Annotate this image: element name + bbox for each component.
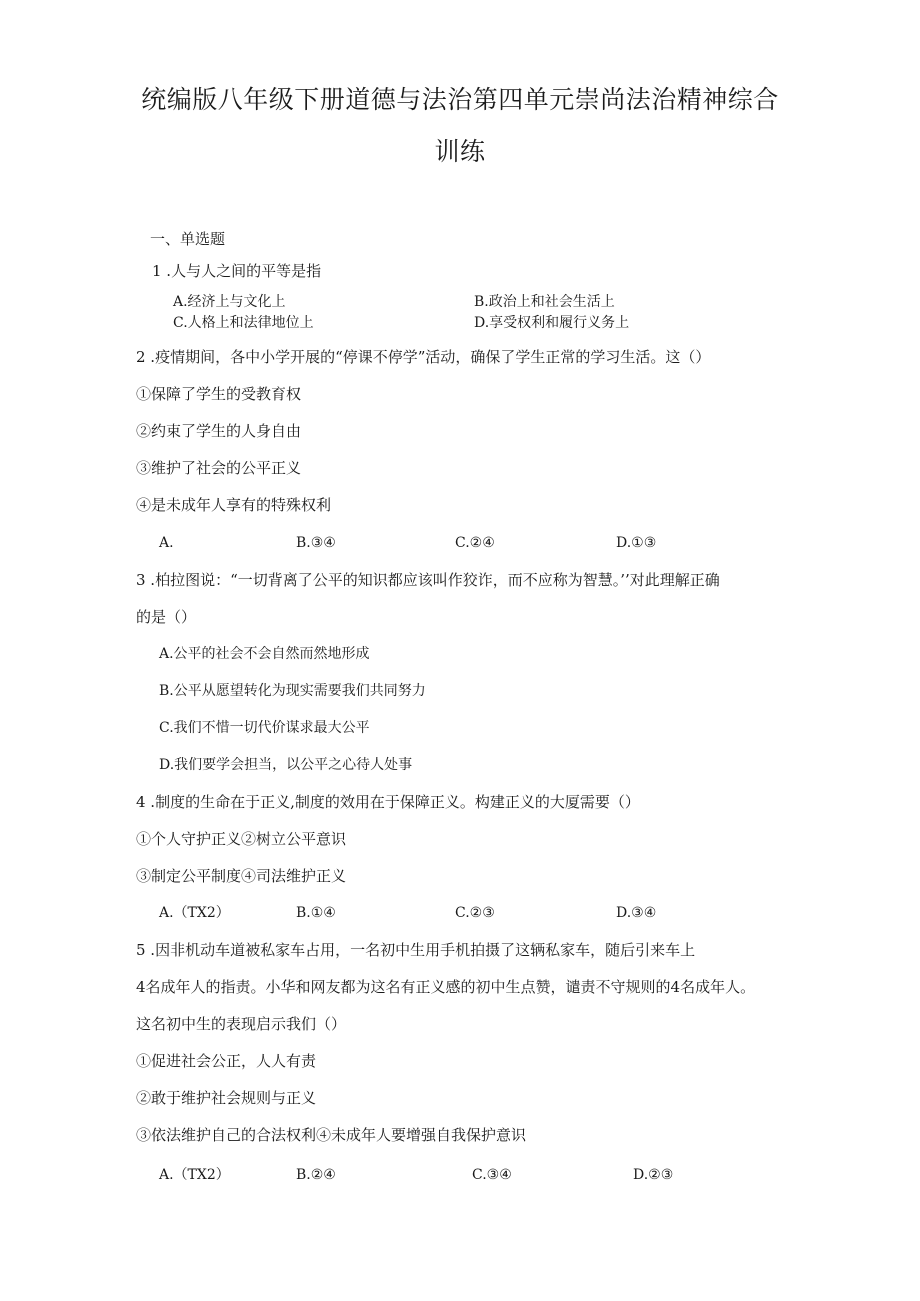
q5-stem-line-3: 这名初中生的表现启示我们（） bbox=[136, 1015, 347, 1033]
q2-stem: 2 .疫情期间，各中小学开展的“停课不停学”活动，确保了学生正常的学习生活。这（） bbox=[136, 348, 711, 366]
q1-option-c: C.人格上和法律地位上 bbox=[173, 315, 314, 331]
q5-stem-line-1: 5 .因非机动车道被私家车占用，一名初中生用手机拍摄了这辆私家车，随后引来车上 bbox=[136, 941, 696, 959]
q2-option-d: D.①③ bbox=[616, 535, 657, 551]
q4-item-2: ③制定公平制度④司法维护正义 bbox=[136, 867, 347, 885]
q2-option-c: C.②④ bbox=[455, 535, 495, 551]
q2-item-1: ①保障了学生的受教育权 bbox=[136, 385, 302, 403]
q2-item-3: ③维护了社会的公平正义 bbox=[136, 459, 302, 477]
q3-stem-line-1: 3 .柏拉图说：“一切背离了公平的知识都应该叫作狡诈，而不应称为智慧。’’对此理解正确 bbox=[136, 571, 720, 589]
q5-option-c: C.③④ bbox=[472, 1167, 512, 1183]
q2-option-b: B.③④ bbox=[296, 535, 336, 551]
q3-option-b: B.公平从愿望转化为现实需要我们共同努力 bbox=[159, 683, 426, 699]
q4-option-a: A.（TX2） bbox=[159, 905, 230, 921]
q3-stem-line-2: 的是（） bbox=[136, 608, 197, 626]
q5-item-2: ②敢于维护社会规则与正义 bbox=[136, 1089, 317, 1107]
q4-option-d: D.③④ bbox=[616, 905, 657, 921]
q5-option-a: A.（TX2） bbox=[159, 1167, 230, 1183]
q4-option-b: B.①④ bbox=[296, 905, 336, 921]
q5-stem-line-2: 4名成年人的指责。小华和网友都为这名有正义感的初中生点赞，谴责不守规则的4名成年人。 bbox=[136, 978, 756, 996]
q3-option-d: D.我们要学会担当，以公平之心待人处事 bbox=[159, 757, 413, 773]
q1-stem: 1 .人与人之间的平等是指 bbox=[152, 262, 322, 280]
q5-option-d: D.②③ bbox=[633, 1167, 674, 1183]
q1-option-a: A.经济上与文化上 bbox=[173, 294, 286, 310]
q5-item-3: ③依法维护自己的合法权利④未成年人要增强自我保护意识 bbox=[136, 1126, 527, 1144]
q5-option-b: B.②④ bbox=[296, 1167, 336, 1183]
q4-item-1: ①个人守护正义②树立公平意识 bbox=[136, 830, 347, 848]
section-heading: 一、单选题 bbox=[150, 230, 226, 248]
q5-item-1: ①促进社会公正，人人有责 bbox=[136, 1052, 317, 1070]
title-line-1: 统编版八年级下册道德与法治第四单元崇尚法治精神综合 bbox=[141, 85, 779, 114]
q4-option-c: C.②③ bbox=[455, 905, 495, 921]
q2-item-2: ②约束了学生的人身自由 bbox=[136, 422, 302, 440]
q2-item-4: ④是未成年人享有的特殊权利 bbox=[136, 496, 332, 514]
title-line-2: 训练 bbox=[434, 137, 486, 166]
q3-option-c: C.我们不惜一切代价谋求最大公平 bbox=[159, 720, 370, 736]
q4-stem: 4 .制度的生命在于正义,制度的效用在于保障正义。构建正义的大厦需要（） bbox=[136, 793, 640, 811]
q3-option-a: A.公平的社会不会自然而然地形成 bbox=[159, 646, 370, 662]
q1-option-b: B.政治上和社会生活上 bbox=[474, 294, 615, 310]
q2-option-a: A. bbox=[159, 535, 174, 551]
q1-option-d: D.享受权利和履行义务上 bbox=[474, 315, 630, 331]
